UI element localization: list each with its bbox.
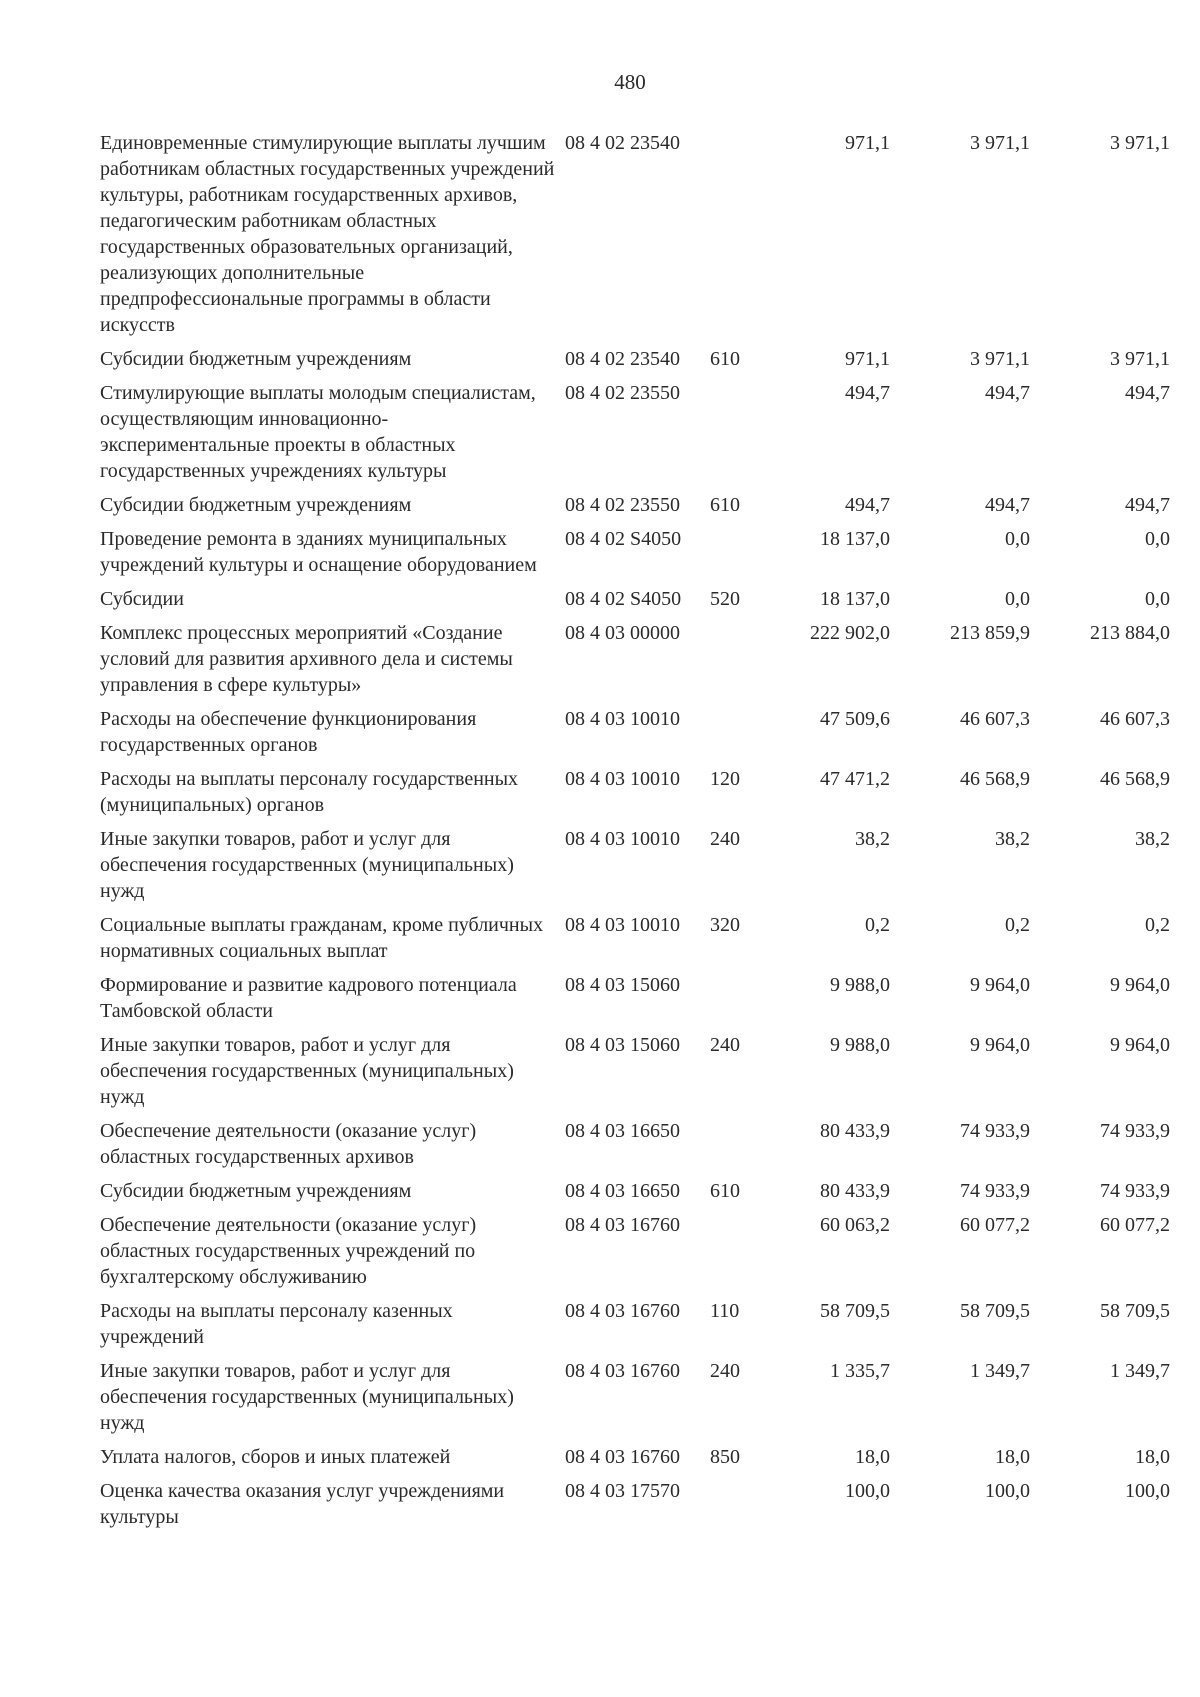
table-row xyxy=(100,1478,1170,1530)
row-amount-year-3: 46 607,3 xyxy=(1100,708,1170,730)
row-expense-type: 520 xyxy=(710,588,740,610)
row-code: 08 4 03 10010 xyxy=(565,708,680,730)
row-amount-year-3: 213 884,0 xyxy=(1090,622,1170,644)
row-amount-year-1: 100,0 xyxy=(845,1480,890,1502)
row-name: Стимулирующие выплаты молодым специалистам, осуществляющим инновационно-экспериментальные проекты в областных государственных учреждениях культуры xyxy=(100,382,536,482)
table-row xyxy=(100,972,1170,1024)
row-name: Формирование и развитие кадрового потенциала Тамбовской области xyxy=(100,974,517,1022)
row-amount-year-3: 58 709,5 xyxy=(1100,1300,1170,1322)
row-name: Иные закупки товаров, работ и услуг для обеспечения государственных (муниципальных) нужд xyxy=(100,828,514,902)
row-amount-year-1: 58 709,5 xyxy=(820,1300,890,1322)
row-amount-year-3: 60 077,2 xyxy=(1100,1214,1170,1236)
row-amount-year-3: 38,2 xyxy=(1135,828,1170,850)
row-code: 08 4 03 10010 xyxy=(565,828,680,850)
budget-table xyxy=(100,130,1170,1538)
row-expense-type: 240 xyxy=(710,1360,740,1382)
row-code: 08 4 03 10010 xyxy=(565,768,680,790)
row-name: Иные закупки товаров, работ и услуг для обеспечения государственных (муниципальных) нужд xyxy=(100,1034,514,1108)
row-name: Субсидии бюджетным учреждениям xyxy=(100,348,412,370)
row-code: 08 4 03 17570 xyxy=(565,1480,680,1502)
row-name: Расходы на выплаты персоналу казенных учреждений xyxy=(100,1300,453,1348)
row-name: Обеспечение деятельности (оказание услуг) областных государственных архивов xyxy=(100,1120,477,1168)
row-name: Проведение ремонта в зданиях муниципальных учреждений культуры и оснащение оборудованием xyxy=(100,528,537,576)
table-row xyxy=(100,912,1170,964)
row-amount-year-1: 0,2 xyxy=(865,914,890,936)
row-amount-year-1: 9 988,0 xyxy=(830,1034,890,1056)
row-amount-year-2: 60 077,2 xyxy=(960,1214,1030,1236)
row-code: 08 4 02 23540 xyxy=(565,348,680,370)
row-name: Расходы на выплаты персоналу государственных (муниципальных) органов xyxy=(100,768,519,816)
row-amount-year-2: 3 971,1 xyxy=(970,348,1030,370)
row-amount-year-1: 18 137,0 xyxy=(820,588,890,610)
row-expense-type: 610 xyxy=(710,494,740,516)
row-name: Единовременные стимулирующие выплаты лучшим работникам областных государственных учреждений культуры, работникам государственных архивов, педагогическим работникам областных государственных образовательных организаций, реализующих дополнительные предпрофессиональные программы в области искусств xyxy=(100,132,555,336)
row-code: 08 4 03 15060 xyxy=(565,1034,680,1056)
page-number: 480 xyxy=(614,70,646,94)
row-amount-year-1: 47 509,6 xyxy=(820,708,890,730)
table-row xyxy=(100,1032,1170,1110)
table-row xyxy=(100,1444,1170,1470)
row-amount-year-2: 46 607,3 xyxy=(960,708,1030,730)
row-expense-type: 240 xyxy=(710,1034,740,1056)
row-code: 08 4 03 16760 xyxy=(565,1446,680,1468)
row-amount-year-1: 60 063,2 xyxy=(820,1214,890,1236)
row-amount-year-3: 3 971,1 xyxy=(1110,348,1170,370)
row-code: 08 4 02 S4050 xyxy=(565,588,682,610)
table-row xyxy=(100,586,1170,612)
row-name: Социальные выплаты гражданам, кроме публичных нормативных социальных выплат xyxy=(100,914,544,962)
row-expense-type: 110 xyxy=(710,1300,740,1322)
row-name: Субсидии бюджетным учреждениям xyxy=(100,1180,412,1202)
row-amount-year-1: 18 137,0 xyxy=(820,528,890,550)
row-amount-year-1: 18,0 xyxy=(855,1446,890,1468)
row-amount-year-1: 494,7 xyxy=(845,382,890,404)
row-amount-year-3: 9 964,0 xyxy=(1110,974,1170,996)
row-amount-year-2: 9 964,0 xyxy=(970,1034,1030,1056)
row-name: Уплата налогов, сборов и иных платежей xyxy=(100,1446,451,1468)
row-amount-year-2: 494,7 xyxy=(985,494,1030,516)
row-amount-year-2: 100,0 xyxy=(985,1480,1030,1502)
row-amount-year-3: 9 964,0 xyxy=(1110,1034,1170,1056)
row-amount-year-3: 3 971,1 xyxy=(1110,132,1170,154)
row-name: Комплекс процессных мероприятий «Создание условий для развития архивного дела и системы управления в сфере культуры» xyxy=(100,622,513,696)
row-expense-type: 320 xyxy=(710,914,740,936)
table-row xyxy=(100,492,1170,518)
row-amount-year-3: 100,0 xyxy=(1125,1480,1170,1502)
row-amount-year-1: 971,1 xyxy=(845,348,890,370)
row-amount-year-2: 1 349,7 xyxy=(970,1360,1030,1382)
row-amount-year-3: 18,0 xyxy=(1135,1446,1170,1468)
row-expense-type: 120 xyxy=(710,768,740,790)
row-name: Субсидии бюджетным учреждениям xyxy=(100,494,412,516)
row-amount-year-1: 38,2 xyxy=(855,828,890,850)
table-row xyxy=(100,380,1170,484)
row-amount-year-3: 1 349,7 xyxy=(1110,1360,1170,1382)
row-amount-year-3: 74 933,9 xyxy=(1100,1180,1170,1202)
table-row xyxy=(100,346,1170,372)
row-amount-year-3: 74 933,9 xyxy=(1100,1120,1170,1142)
row-amount-year-1: 222 902,0 xyxy=(810,622,890,644)
table-row xyxy=(100,1212,1170,1290)
row-amount-year-1: 971,1 xyxy=(845,132,890,154)
table-row xyxy=(100,1178,1170,1204)
table-row xyxy=(100,766,1170,818)
table-row xyxy=(100,130,1170,338)
row-amount-year-3: 0,0 xyxy=(1145,588,1170,610)
row-code: 08 4 03 16650 xyxy=(565,1180,680,1202)
row-amount-year-2: 18,0 xyxy=(995,1446,1030,1468)
table-row xyxy=(100,1118,1170,1170)
row-name: Иные закупки товаров, работ и услуг для обеспечения государственных (муниципальных) нужд xyxy=(100,1360,514,1434)
row-amount-year-1: 494,7 xyxy=(845,494,890,516)
row-amount-year-1: 80 433,9 xyxy=(820,1120,890,1142)
row-amount-year-2: 74 933,9 xyxy=(960,1180,1030,1202)
row-amount-year-3: 494,7 xyxy=(1125,494,1170,516)
row-amount-year-1: 47 471,2 xyxy=(820,768,890,790)
table-row xyxy=(100,620,1170,698)
row-amount-year-2: 0,0 xyxy=(1005,528,1030,550)
row-code: 08 4 02 S4050 xyxy=(565,528,682,550)
row-amount-year-2: 9 964,0 xyxy=(970,974,1030,996)
row-code: 08 4 02 23550 xyxy=(565,494,680,516)
table-row xyxy=(100,1358,1170,1436)
table-row xyxy=(100,706,1170,758)
row-amount-year-3: 0,0 xyxy=(1145,528,1170,550)
row-code: 08 4 03 16760 xyxy=(565,1214,680,1236)
row-code: 08 4 03 16650 xyxy=(565,1120,680,1142)
row-expense-type: 610 xyxy=(710,1180,740,1202)
row-amount-year-2: 494,7 xyxy=(985,382,1030,404)
row-expense-type: 240 xyxy=(710,828,740,850)
row-name: Расходы на обеспечение функционирования государственных органов xyxy=(100,708,477,756)
row-name: Обеспечение деятельности (оказание услуг) областных государственных учреждений по бухгалтерскому обслуживанию xyxy=(100,1214,477,1288)
row-amount-year-2: 58 709,5 xyxy=(960,1300,1030,1322)
table-row xyxy=(100,1298,1170,1350)
table-row xyxy=(100,526,1170,578)
row-expense-type: 610 xyxy=(710,348,740,370)
row-amount-year-2: 46 568,9 xyxy=(960,768,1030,790)
row-code: 08 4 03 00000 xyxy=(565,622,680,644)
row-amount-year-2: 74 933,9 xyxy=(960,1120,1030,1142)
table-row xyxy=(100,826,1170,904)
row-amount-year-3: 46 568,9 xyxy=(1100,768,1170,790)
row-name: Субсидии xyxy=(100,588,184,610)
row-amount-year-2: 38,2 xyxy=(995,828,1030,850)
row-amount-year-3: 494,7 xyxy=(1125,382,1170,404)
row-amount-year-2: 213 859,9 xyxy=(950,622,1030,644)
row-amount-year-3: 0,2 xyxy=(1145,914,1170,936)
row-code: 08 4 03 10010 xyxy=(565,914,680,936)
row-amount-year-1: 80 433,9 xyxy=(820,1180,890,1202)
row-amount-year-2: 3 971,1 xyxy=(970,132,1030,154)
row-amount-year-1: 9 988,0 xyxy=(830,974,890,996)
row-name: Оценка качества оказания услуг учреждениями культуры xyxy=(100,1480,505,1528)
row-amount-year-2: 0,2 xyxy=(1005,914,1030,936)
row-code: 08 4 03 16760 xyxy=(565,1300,680,1322)
row-expense-type: 850 xyxy=(710,1446,740,1468)
row-code: 08 4 02 23540 xyxy=(565,132,680,154)
row-amount-year-1: 1 335,7 xyxy=(830,1360,890,1382)
row-code: 08 4 02 23550 xyxy=(565,382,680,404)
row-amount-year-2: 0,0 xyxy=(1005,588,1030,610)
row-code: 08 4 03 15060 xyxy=(565,974,680,996)
row-code: 08 4 03 16760 xyxy=(565,1360,680,1382)
